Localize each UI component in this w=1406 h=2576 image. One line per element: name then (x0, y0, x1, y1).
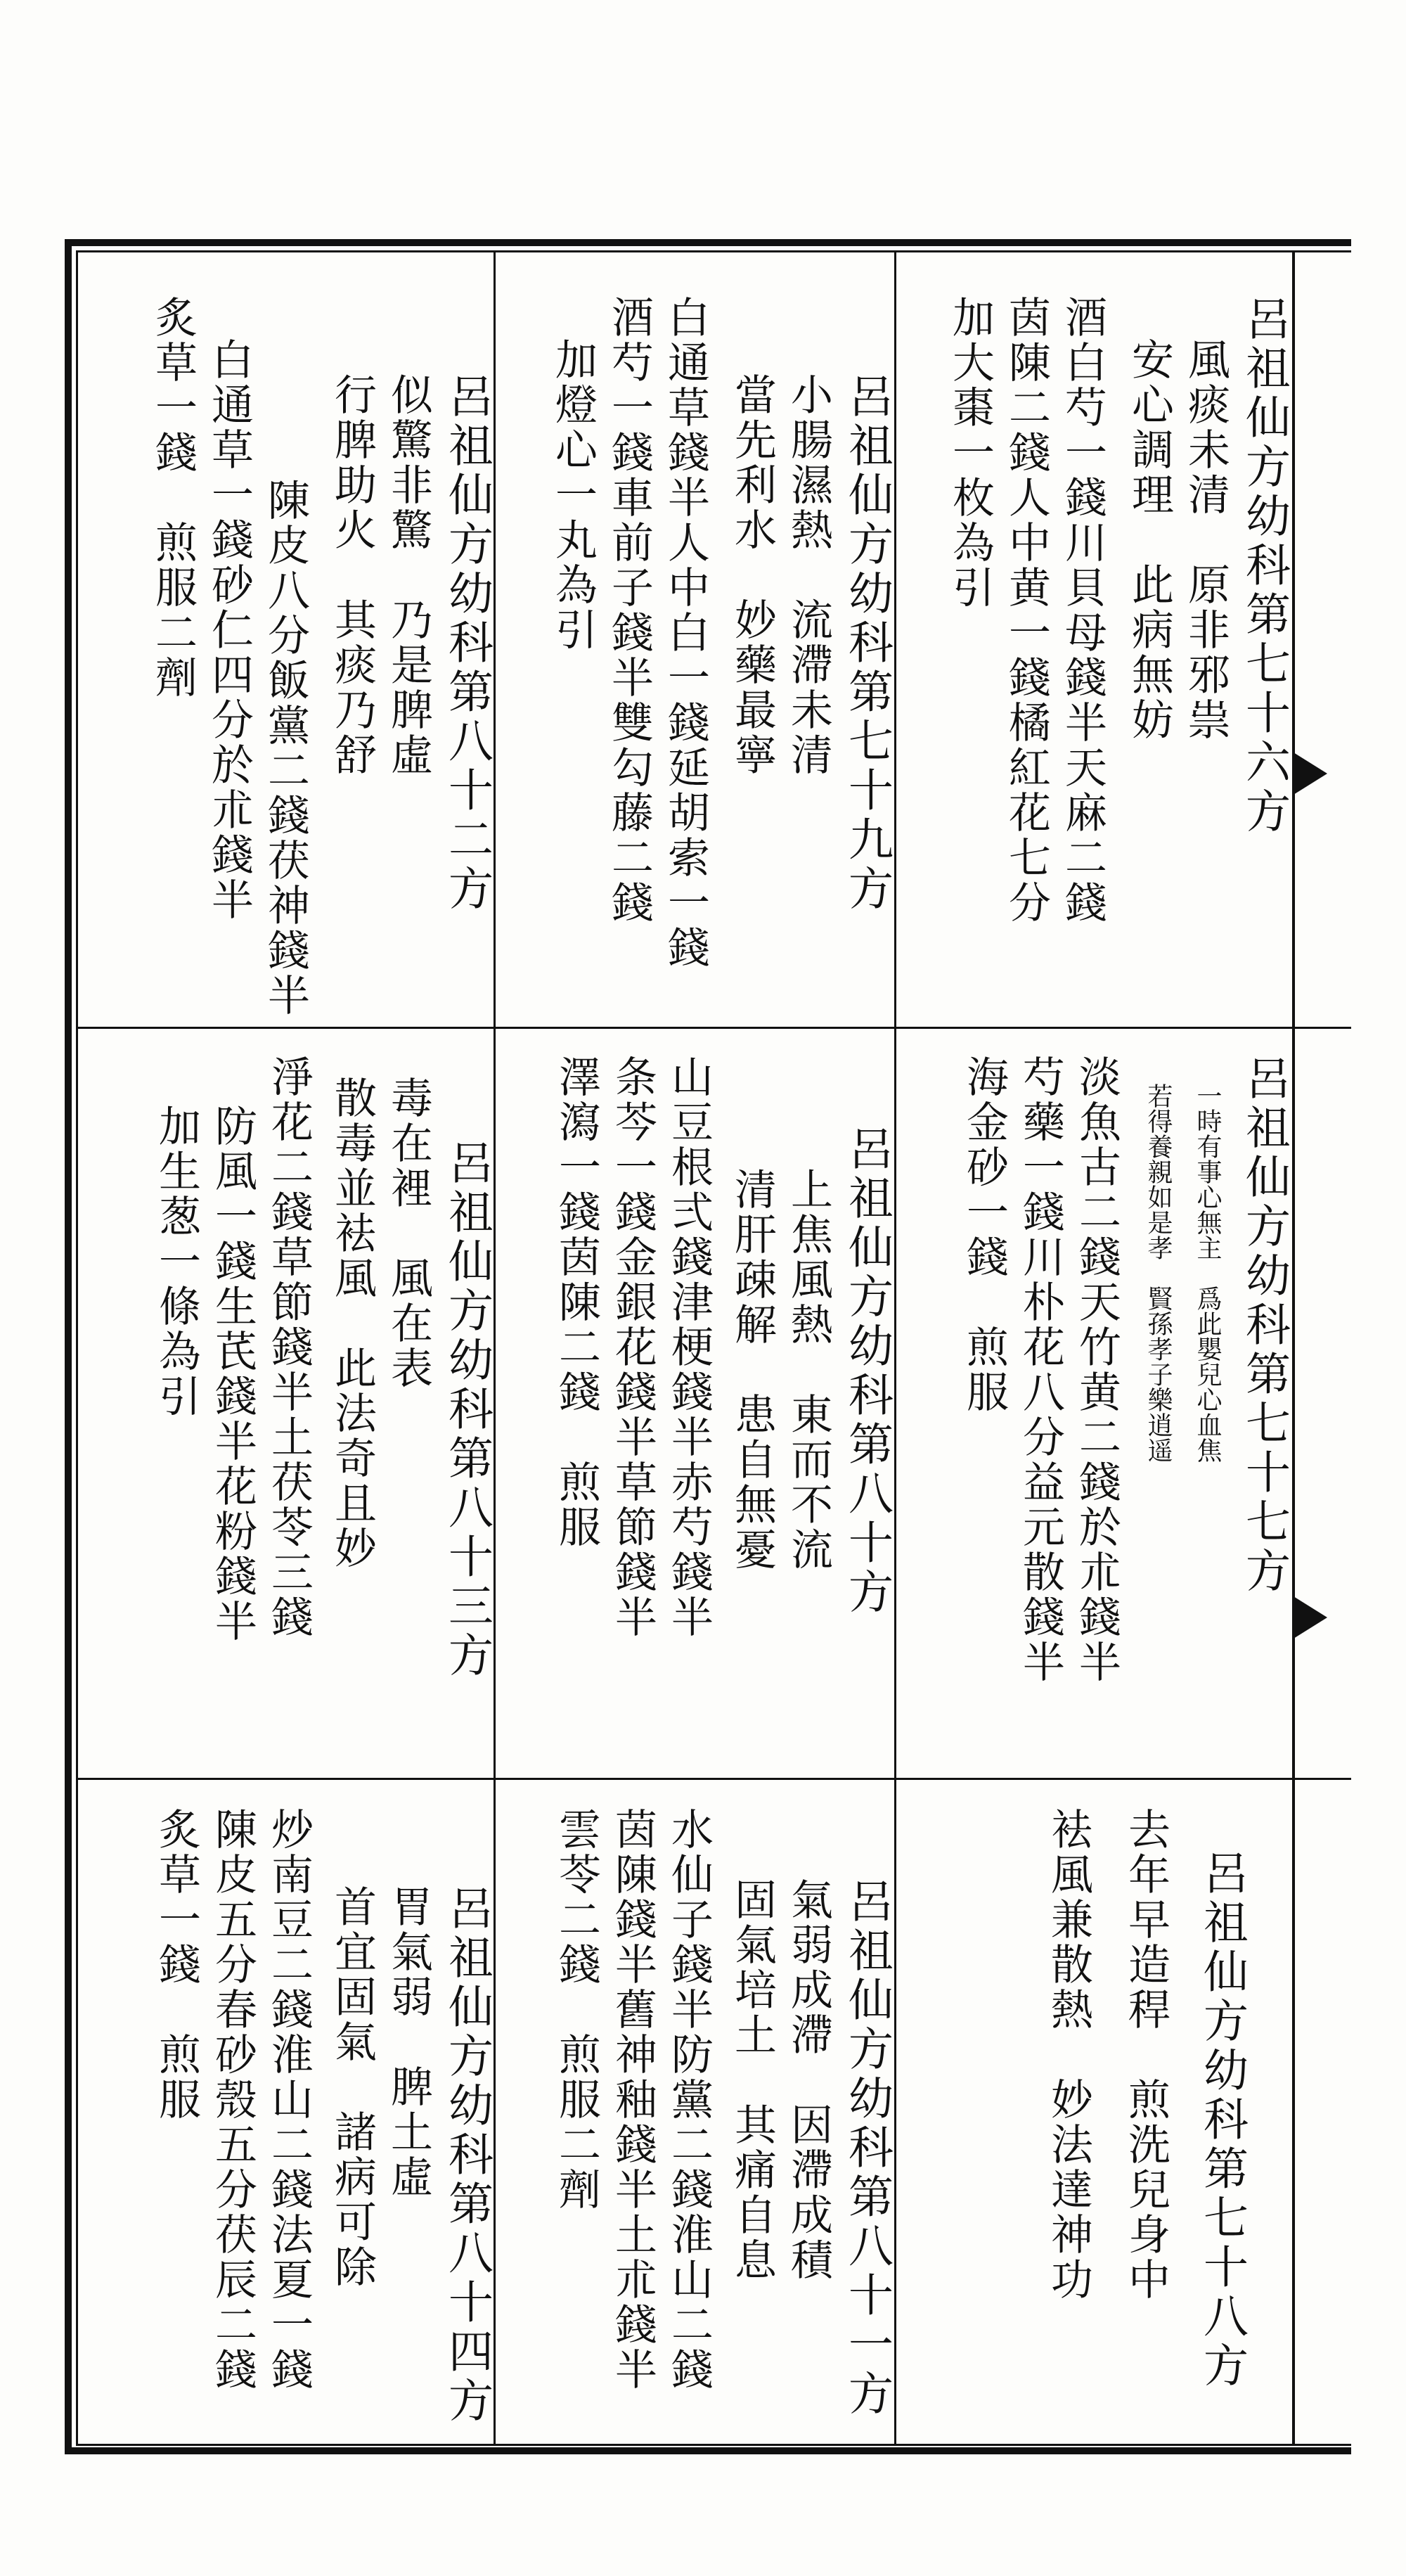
recipe-line: 酒白芍一錢川貝母錢半天麻二錢 (1058, 295, 1107, 925)
section-title: 呂祖仙方幼科第七十九方 (841, 373, 893, 914)
recipe-line: 芍藥一錢川朴花八分益元散錢半 (1016, 1055, 1065, 1685)
verse-line: 胃氣弱 脾土虛 (384, 1885, 433, 2200)
verse-line: 安心調理 此病無妨 (1125, 338, 1174, 743)
recipe-line: 炙草一錢 煎服二劑 (148, 295, 198, 700)
recipe-line: 酒芍一錢車前子錢半雙勾藤二錢 (605, 295, 654, 925)
recipe-line: 防風一錢生芪錢半花粉錢半 (208, 1104, 257, 1644)
verse-line: 氣弱成滯 因滯成積 (784, 1878, 833, 2283)
recipe-line: 陳皮五分春砂殼五分茯辰二錢 (208, 1807, 257, 2392)
recipe-line: 澤瀉一錢茵陳二錢 煎服 (552, 1055, 601, 1550)
verse-line: 毒在裡 風在表 (384, 1076, 433, 1391)
verse-line: 若得養親如是孝 賢孫孝子樂逍遥 (1144, 1083, 1173, 1463)
prescription-section (499, 295, 893, 1013)
prescription-section (83, 295, 493, 1018)
recipe-line: 茵陳二錢人中黄一錢橘紅花七分 (1002, 295, 1051, 925)
verse-line: 首宜固氣 諸病可除 (328, 1885, 377, 2290)
verse-line: 行脾助火 其痰乃舒 (328, 373, 377, 778)
verse-line: 散毒並袪風 此法奇且妙 (328, 1076, 377, 1571)
section-title: 呂祖仙方幼科第八十一方 (841, 1878, 893, 2419)
prescription-section (499, 1807, 893, 2440)
recipe-line: 炙草一錢 煎服 (152, 1807, 201, 2122)
recipe-line: 陳皮八分飯黨二錢茯神錢半 (261, 478, 310, 1018)
recipe-line: 雲苓二錢 煎服二劑 (552, 1807, 601, 2212)
verse-line: 袪風兼散熱 妙法達神功 (1044, 1807, 1093, 2302)
verse-line: 去年早造稈 煎洗兒身中 (1121, 1807, 1170, 2302)
prescription-section (900, 1807, 1286, 2440)
recipe-line: 水仙子錢半防黨二錢淮山二錢 (664, 1807, 714, 2392)
recipe-line: 条芩一錢金銀花錢半草節錢半 (608, 1055, 657, 1640)
recipe-line: 白通草一錢砂仁四分於朮錢半 (205, 338, 254, 923)
prescription-section (900, 295, 1290, 1013)
recipe-line: 山豆根弍錢津梗錢半赤芍錢半 (664, 1055, 714, 1640)
verse-line: 一時有事心無主 爲此嬰兒心血焦 (1193, 1083, 1222, 1463)
row-divider-bottom (76, 1778, 1351, 1780)
section-title: 呂祖仙方幼科第七十六方 (1238, 295, 1290, 837)
recipe-line: 淡魚古二錢天竹黄二錢於朮錢半 (1072, 1055, 1121, 1685)
verse-line: 清肝疎解 患自無憂 (728, 1167, 777, 1572)
prescription-section (83, 1055, 493, 1765)
verse-line: 風痰未清 原非邪祟 (1181, 338, 1230, 743)
recipe-line: 淨花二錢草節錢半土茯苓三錢 (264, 1055, 314, 1640)
verse-line: 似驚非驚 乃是脾虛 (384, 373, 433, 778)
verse-line: 當先利水 妙藥最寧 (728, 373, 777, 778)
section-title: 呂祖仙方幼科第七十七方 (1238, 1055, 1290, 1596)
verse-line: 上焦風熱 東而不流 (784, 1167, 833, 1572)
recipe-line: 海金砂一錢 煎服 (960, 1055, 1009, 1415)
section-title: 呂祖仙方幼科第七十八方 (1196, 1850, 1248, 2391)
verse-line: 小腸濕熱 流滯未清 (784, 373, 833, 778)
verse-line: 固氣培土 其痛自息 (728, 1878, 777, 2283)
recipe-line: 加大棗一枚為引 (946, 295, 995, 610)
prescription-section (499, 1055, 893, 1765)
recipe-line: 加生葱一條為引 (152, 1104, 201, 1419)
column-divider-left (494, 250, 496, 2446)
section-title: 呂祖仙方幼科第八十方 (841, 1125, 893, 1617)
section-title: 呂祖仙方幼科第八十四方 (441, 1885, 493, 2426)
prescription-section (83, 1807, 493, 2440)
spine-line (1292, 250, 1295, 2446)
recipe-line: 加燈心一丸為引 (548, 338, 598, 653)
section-title: 呂祖仙方幼科第八十三方 (441, 1139, 493, 1681)
section-title: 呂祖仙方幼科第八十二方 (441, 373, 493, 914)
column-divider-right (894, 250, 896, 2446)
recipe-line: 白通草錢半人中白一錢延胡索一錢 (661, 295, 710, 970)
recipe-line: 炒南豆二錢淮山二錢法夏一錢 (264, 1807, 314, 2392)
prescription-section (900, 1055, 1290, 1765)
recipe-line: 茵陳錢半舊神釉錢半土朮錢半 (608, 1807, 657, 2392)
fold-marker-top (1294, 752, 1327, 795)
row-divider-top (76, 1027, 1351, 1029)
fold-marker-bottom (1294, 1596, 1327, 1639)
